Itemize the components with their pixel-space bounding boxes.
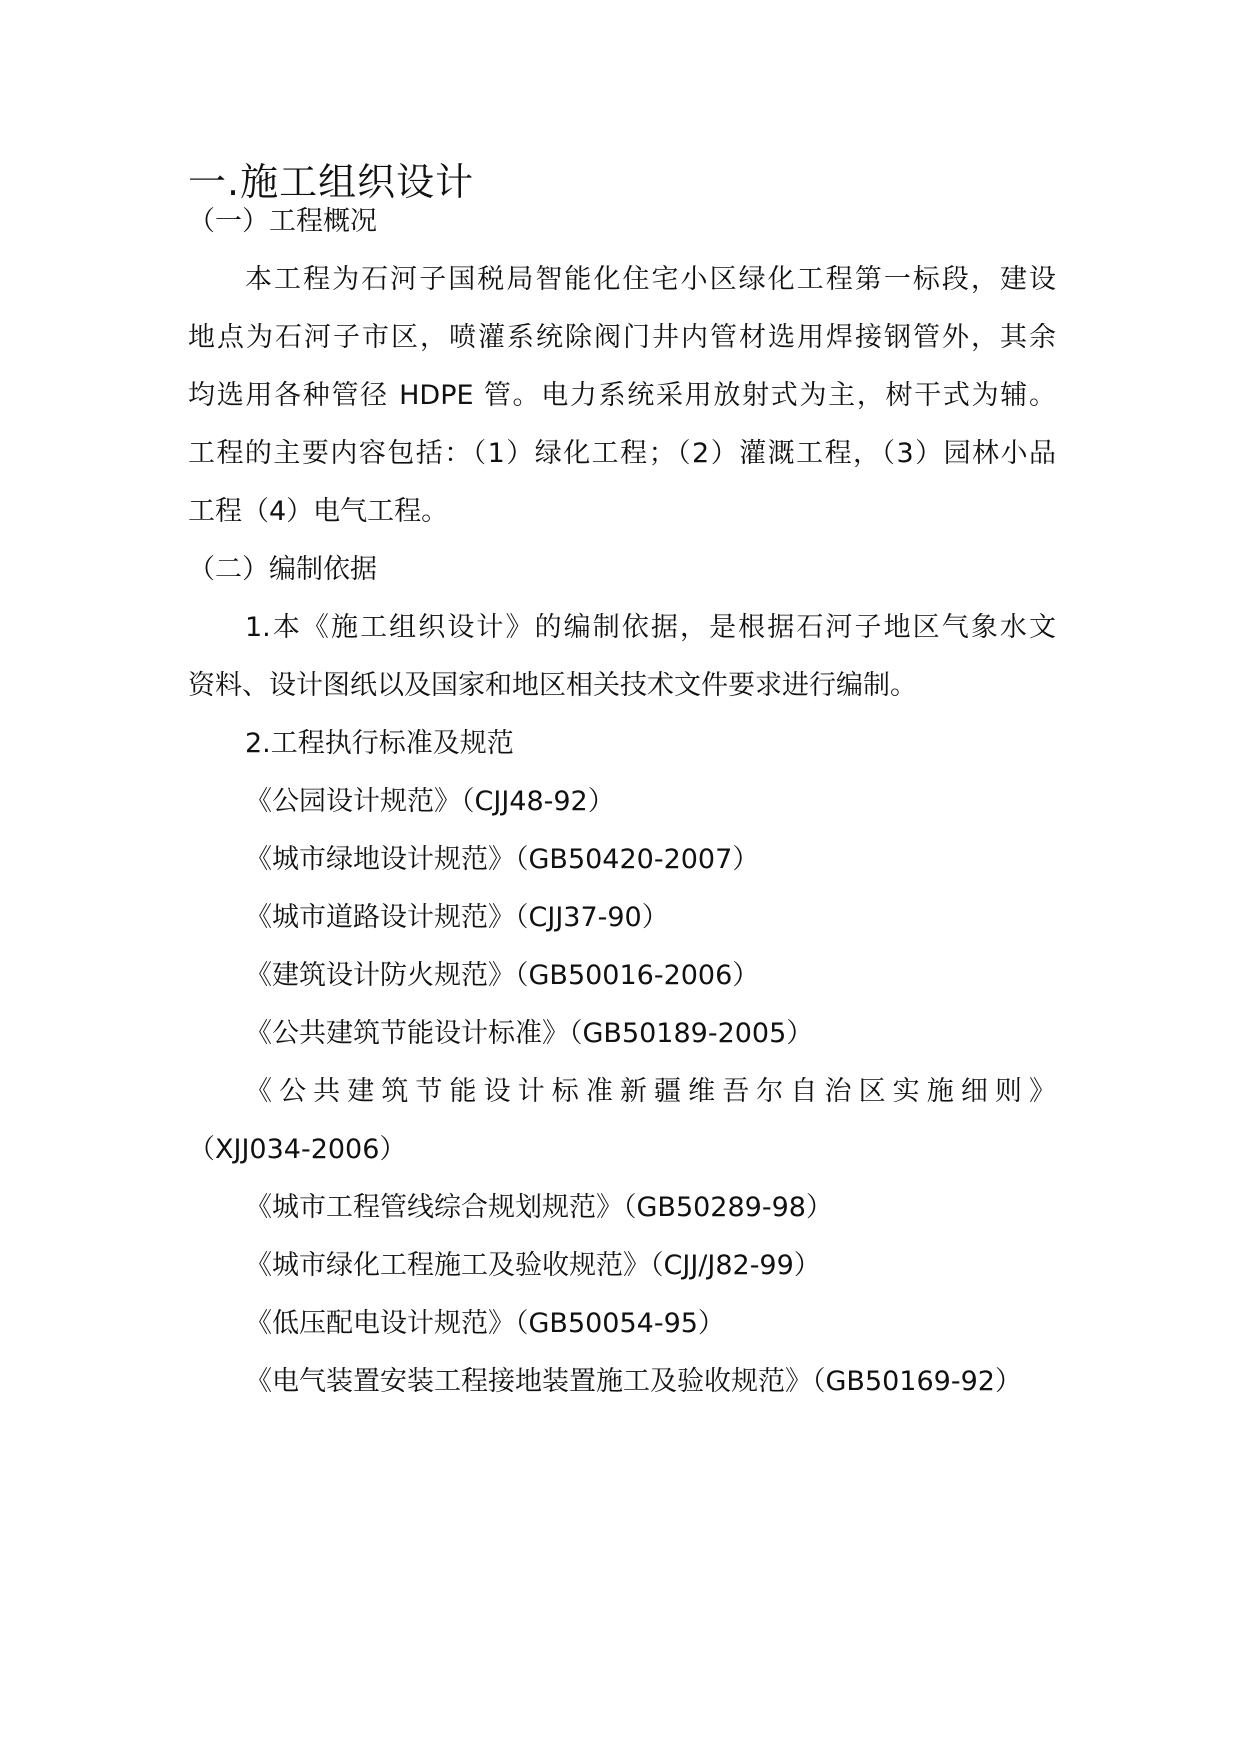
standard-item-long-code: （XJJ034-2006） xyxy=(188,1134,407,1165)
standard-item-long: 《公共建筑节能设计标准新疆维吾尔自治区实施细则》 xyxy=(245,1076,1056,1107)
standard-item: 《公园设计规范》（CJJ48-92） xyxy=(245,786,615,817)
standard-item: 《低压配电设计规范》（GB50054-95） xyxy=(245,1308,725,1339)
standard-item: 《公共建筑节能设计标准》（GB50189-2005） xyxy=(245,1018,814,1049)
standard-item: 《城市工程管线综合规划规范》（GB50289-98） xyxy=(245,1192,833,1223)
basis-line: 资料、设计图纸以及国家和地区相关技术文件要求进行编制。 xyxy=(188,670,917,701)
standard-item: 《城市道路设计规范》（CJJ37-90） xyxy=(245,902,669,933)
overview-line: 地点为石河子市区，喷灌系统除阀门井内管材选用焊接钢管外，其余 xyxy=(188,322,1056,353)
standard-item: 《城市绿化工程施工及验收规范》（CJJ/J82-99） xyxy=(245,1250,821,1281)
document-title: 一.施工组织设计 xyxy=(188,160,475,204)
standard-item: 《电气装置安装工程接地装置施工及验收规范》（GB50169-92） xyxy=(245,1366,1022,1397)
overview-line: 均选用各种管径 HDPE 管。电力系统采用放射式为主，树干式为辅。 xyxy=(188,380,1056,411)
standards-heading: 2.工程执行标准及规范 xyxy=(245,728,514,759)
overview-line: 本工程为石河子国税局智能化住宅小区绿化工程第一标段，建设 xyxy=(245,264,1056,295)
section-heading-basis: （二）编制依据 xyxy=(188,554,377,585)
overview-line: 工程（4）电气工程。 xyxy=(188,496,449,527)
basis-line: 1.本《施工组织设计》的编制依据，是根据石河子地区气象水文 xyxy=(245,612,1056,643)
standard-item: 《建筑设计防火规范》（GB50016-2006） xyxy=(245,960,760,991)
section-heading-overview: （一）工程概况 xyxy=(188,206,377,237)
standard-item: 《城市绿地设计规范》（GB50420-2007） xyxy=(245,844,760,875)
overview-line: 工程的主要内容包括：（1）绿化工程；（2）灌溉工程，（3）园林小品 xyxy=(188,438,1056,469)
